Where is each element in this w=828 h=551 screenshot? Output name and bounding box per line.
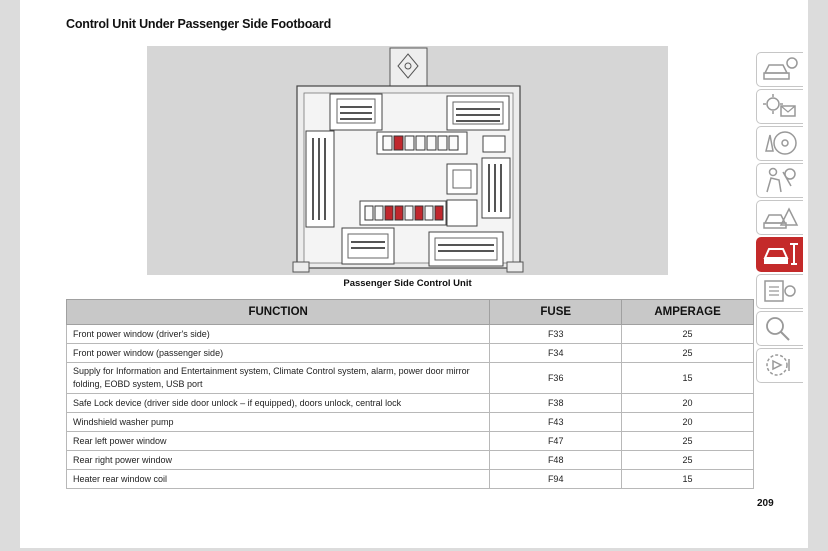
lights-mail-icon[interactable] (756, 89, 803, 124)
amperage-cell: 15 (622, 470, 754, 489)
table-row (67, 394, 754, 413)
amperage-cell: 25 (622, 325, 754, 344)
header-amperage: AMPERAGE (622, 300, 754, 325)
car-info-icon[interactable] (756, 52, 803, 87)
table-row (67, 344, 754, 363)
table-row (67, 432, 754, 451)
fuse-cell: F94 (490, 470, 622, 489)
amperage-cell: 20 (622, 413, 754, 432)
table-row (67, 451, 754, 470)
multimedia-icon[interactable] (756, 348, 803, 383)
header-fuse: FUSE (490, 300, 622, 325)
specifications-icon[interactable] (756, 274, 803, 309)
control-unit-diagram (147, 46, 668, 275)
function-cell: Rear left power window (67, 432, 490, 451)
table-row (67, 325, 754, 344)
page-title: Control Unit Under Passenger Side Footboard (66, 17, 332, 31)
amperage-cell: 25 (622, 344, 754, 363)
table-row (67, 470, 754, 489)
fuse-cell: F36 (490, 363, 622, 394)
manual-page (20, 0, 808, 548)
table-row (67, 363, 754, 394)
fuse-table (66, 299, 754, 489)
search-index-icon[interactable] (756, 311, 803, 346)
fuse-cell: F48 (490, 451, 622, 470)
function-cell: Rear right power window (67, 451, 490, 470)
function-cell: Supply for Information and Entertainment system, Climate Control system, alarm, power door mirror folding, EOBD system, USB port (67, 363, 490, 394)
fuse-cell: F47 (490, 432, 622, 451)
function-cell: Heater rear window coil (67, 470, 490, 489)
function-cell: Front power window (driver's side) (67, 325, 490, 344)
control-unit-drawing (147, 46, 668, 275)
fuse-cell: F38 (490, 394, 622, 413)
table-row (67, 413, 754, 432)
table-header-row (67, 300, 754, 325)
function-cell: Safe Lock device (driver side door unlock – if equipped), doors unlock, central lock (67, 394, 490, 413)
function-cell: Front power window (passenger side) (67, 344, 490, 363)
page-number: 209 (757, 498, 774, 509)
amperage-cell: 25 (622, 451, 754, 470)
fuse-cell: F33 (490, 325, 622, 344)
car-wrench-icon[interactable] (756, 237, 803, 272)
diagram-caption: Passenger Side Control Unit (343, 278, 472, 289)
header-function: FUNCTION (67, 300, 490, 325)
car-warning-icon[interactable] (756, 200, 803, 235)
amperage-cell: 25 (622, 432, 754, 451)
fuse-cell: F34 (490, 344, 622, 363)
amperage-cell: 20 (622, 394, 754, 413)
seatbelt-airbag-icon[interactable] (756, 163, 803, 198)
steering-wheel-icon[interactable] (756, 126, 803, 161)
amperage-cell: 15 (622, 363, 754, 394)
fuse-cell: F43 (490, 413, 622, 432)
function-cell: Windshield washer pump (67, 413, 490, 432)
